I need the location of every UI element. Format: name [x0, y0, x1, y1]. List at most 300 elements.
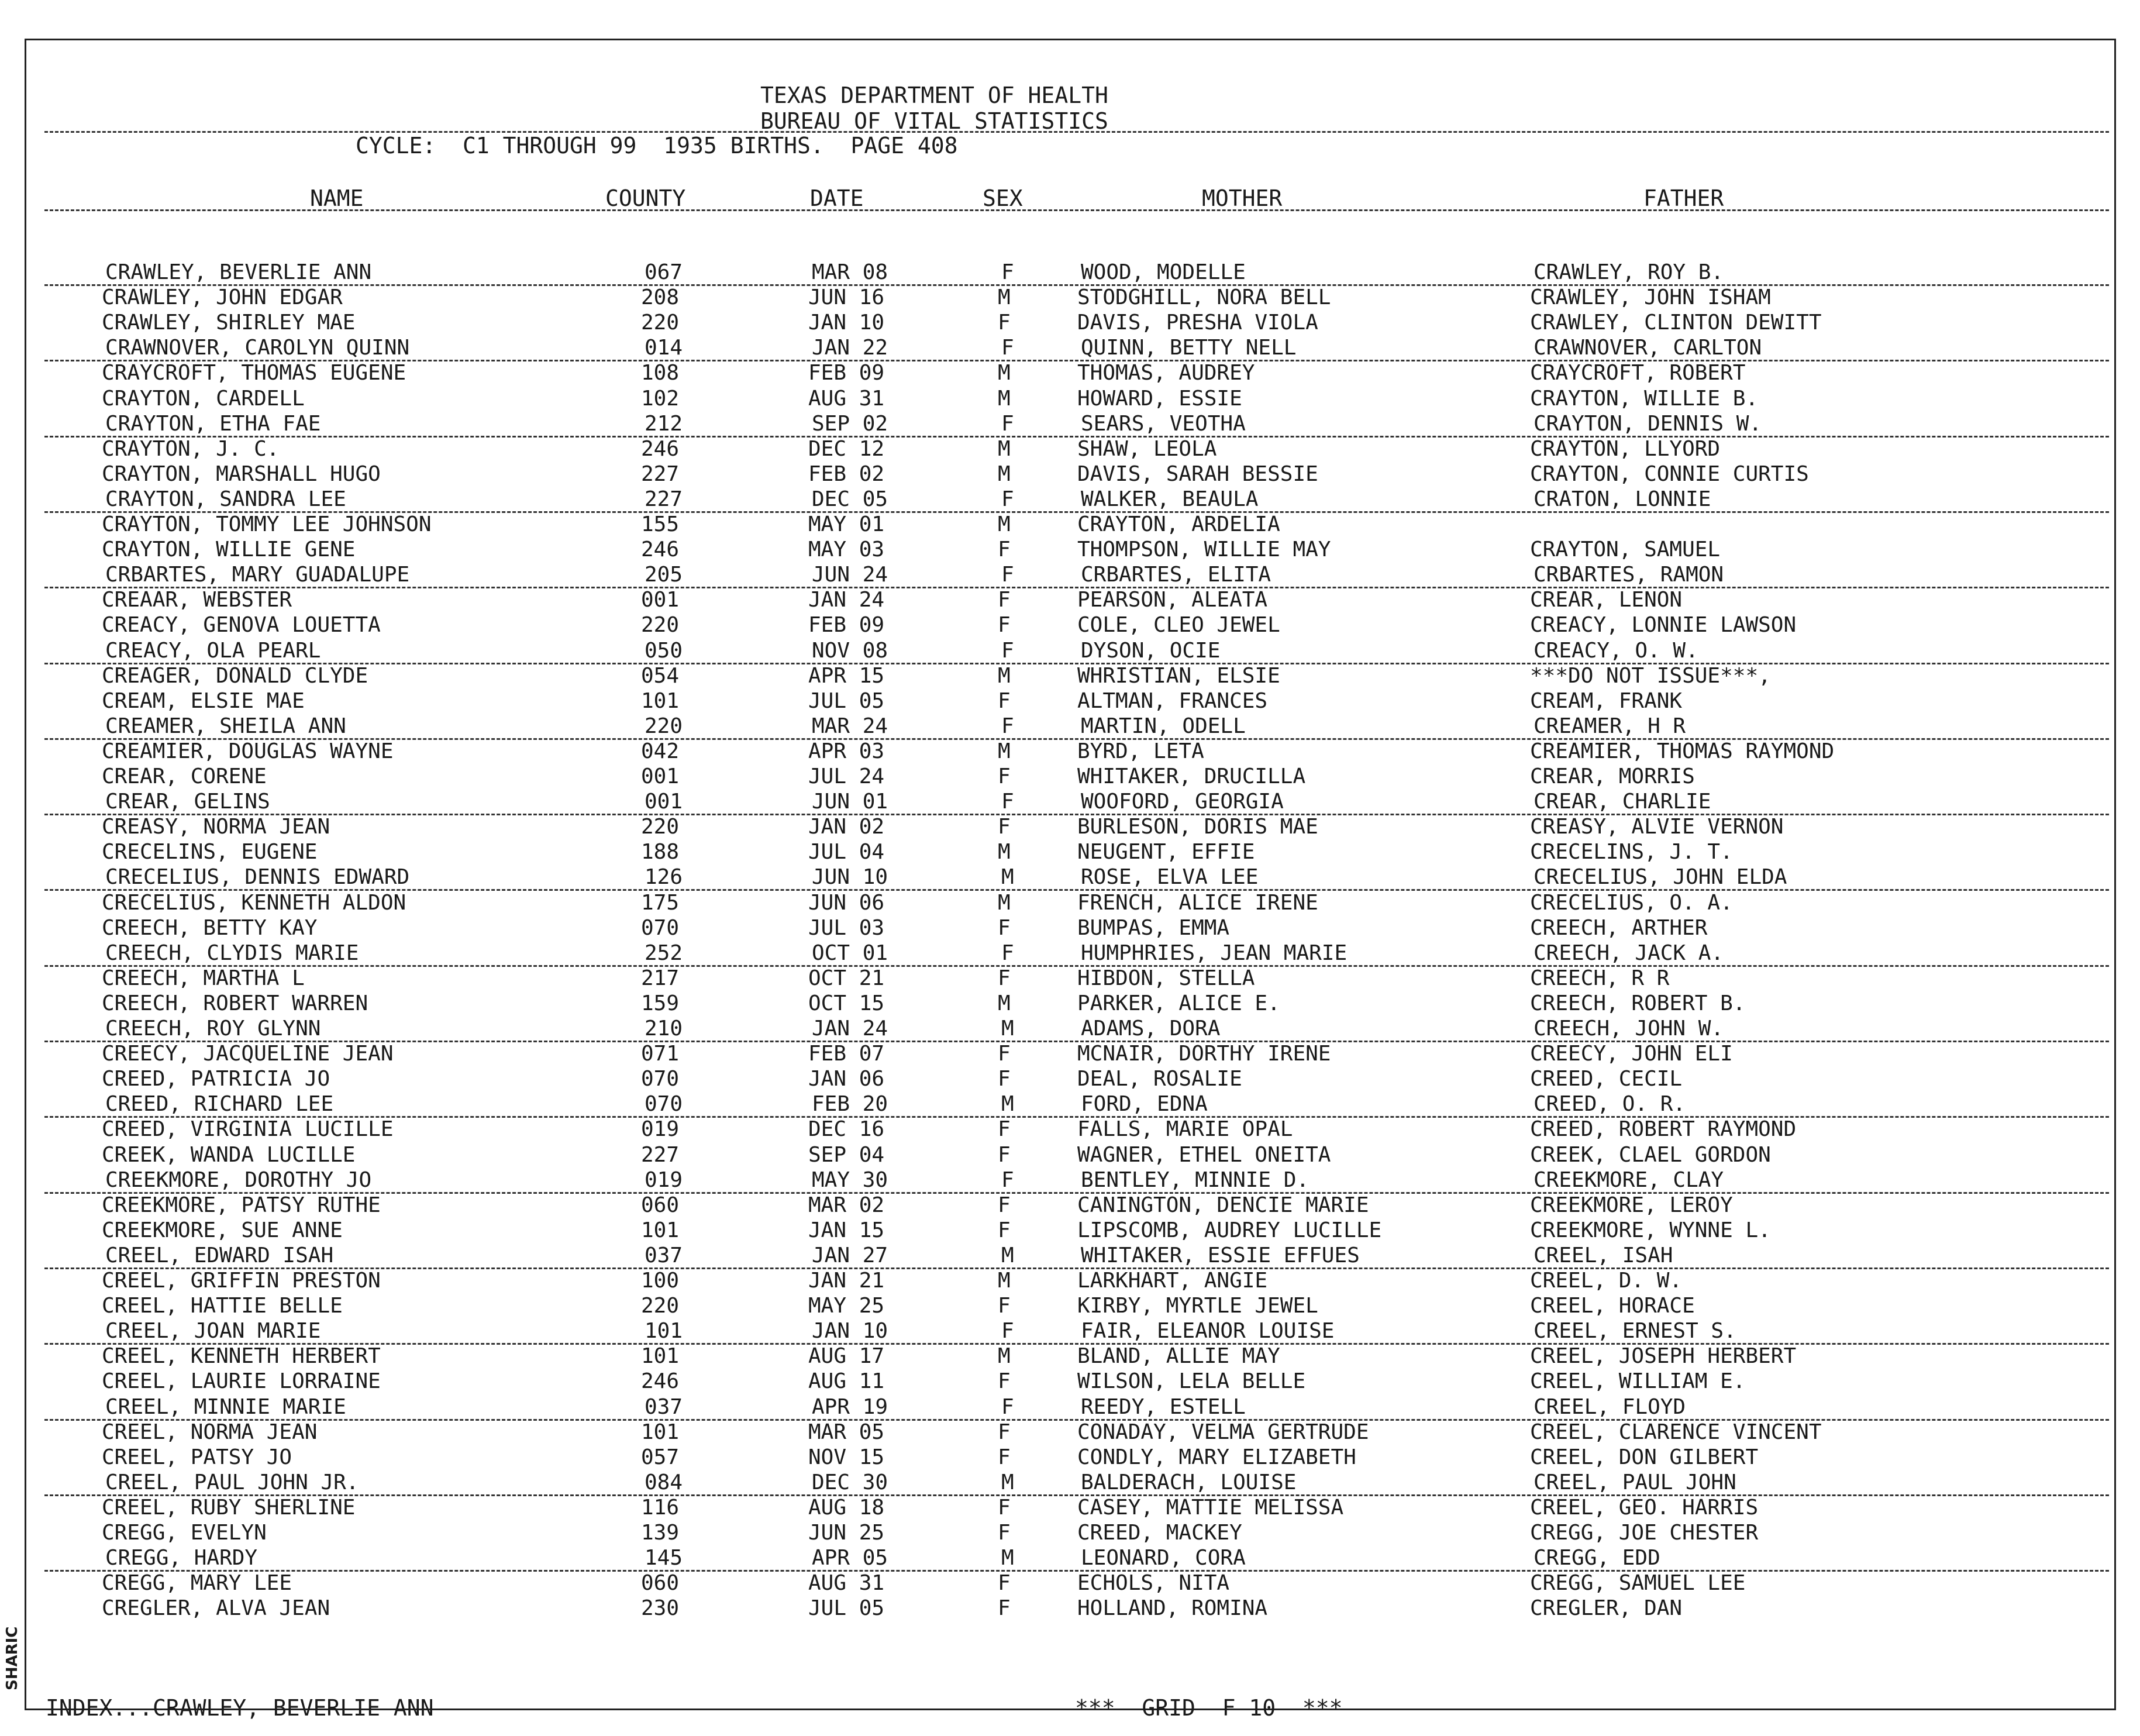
record-father: CRATON, LONNIE — [1534, 487, 1711, 511]
record-county: 070 — [645, 1092, 683, 1117]
record-county: 220 — [641, 613, 680, 638]
record-date: MAY 01 — [808, 512, 885, 536]
record-mother: BLAND, ALLIE MAY — [1077, 1344, 1280, 1369]
record-name: CREECH, BETTY KAY — [102, 915, 318, 940]
record-date: JAN 24 — [808, 588, 885, 612]
record-sex: F — [998, 815, 1011, 839]
record-mother: CONDLY, MARY ELIZABETH — [1077, 1445, 1356, 1469]
record-name: CRAYTON, WILLIE GENE — [102, 538, 356, 562]
record-mother: CRBARTES, ELITA — [1081, 563, 1271, 587]
record-date: JUL 05 — [808, 688, 885, 713]
record-mother: STODGHILL, NORA BELL — [1077, 285, 1331, 310]
record-name: CREEL, KENNETH HERBERT — [102, 1344, 381, 1369]
record-date: JUN 16 — [808, 285, 885, 310]
record-county: 101 — [641, 1344, 680, 1369]
record-sex: M — [998, 1269, 1011, 1293]
record-name: CRAYTON, TOMMY LEE JOHNSON — [102, 512, 432, 536]
record-sex: F — [998, 1067, 1011, 1091]
record-mother: WAGNER, ETHEL ONEITA — [1077, 1142, 1331, 1167]
record-father: CREEL, GEO. HARRIS — [1530, 1495, 1759, 1520]
record-county: 001 — [641, 764, 680, 788]
record-name: CRAYTON, SANDRA LEE — [105, 487, 346, 511]
record-mother: WOOFORD, GEORGIA — [1081, 790, 1284, 814]
record-father: CRAWNOVER, CARLTON — [1534, 336, 1762, 360]
row-group-divider — [44, 965, 2109, 967]
record-mother: WALKER, BEAULA — [1081, 487, 1259, 511]
record-date: JAN 24 — [812, 1017, 888, 1041]
record-date: JUL 05 — [808, 1596, 885, 1621]
column-header-sex: SEX — [983, 185, 1023, 211]
record-county: 175 — [641, 890, 680, 915]
record-county: 050 — [645, 638, 683, 663]
record-mother: THOMAS, AUDREY — [1077, 361, 1255, 385]
record-name: CREECY, JACQUELINE JEAN — [102, 1042, 394, 1066]
record-name: CREECH, ROY GLYNN — [105, 1017, 321, 1041]
record-county: 145 — [645, 1546, 683, 1570]
record-father: CREEL, ISAH — [1534, 1243, 1673, 1267]
record-sex: F — [998, 538, 1011, 562]
record-date: OCT 01 — [812, 941, 888, 965]
record-mother: LEONARD, CORA — [1081, 1546, 1246, 1570]
record-county: 220 — [645, 714, 683, 738]
record-name: CREEL, MINNIE MARIE — [105, 1394, 346, 1419]
record-date: APR 03 — [808, 739, 885, 763]
record-name: CREACY, GENOVA LOUETTA — [102, 613, 381, 638]
record-date: APR 05 — [812, 1546, 888, 1570]
record-name: CREEL, RUBY SHERLINE — [102, 1495, 356, 1520]
record-county: 101 — [641, 1420, 680, 1444]
record-father: CREAM, FRANK — [1530, 688, 1683, 713]
record-mother: SHAW, LEOLA — [1077, 436, 1217, 461]
record-father: CREECH, JACK A. — [1534, 941, 1724, 965]
record-county: 220 — [641, 1294, 680, 1318]
record-name: CREEKMORE, DOROTHY JO — [105, 1167, 372, 1192]
record-county: 227 — [641, 461, 680, 486]
record-name: CRBARTES, MARY GUADALUPE — [105, 563, 410, 587]
record-name: CRAYTON, J. C. — [102, 436, 280, 461]
record-name: CRAYCROFT, THOMAS EUGENE — [102, 361, 406, 385]
record-sex: F — [998, 1294, 1011, 1318]
record-mother: DEAL, ROSALIE — [1077, 1067, 1242, 1091]
record-name: CREEL, JOAN MARIE — [105, 1319, 321, 1344]
record-mother: NEUGENT, EFFIE — [1077, 840, 1255, 864]
record-county: 060 — [641, 1193, 680, 1217]
record-sex: M — [998, 512, 1011, 536]
record-father: CRAWLEY, ROY B. — [1534, 260, 1724, 284]
row-group-divider — [44, 1570, 2109, 1572]
record-mother: CASEY, MATTIE MELISSA — [1077, 1495, 1344, 1520]
record-county: 139 — [641, 1521, 680, 1545]
record-father: CREED, ROBERT RAYMOND — [1530, 1117, 1797, 1142]
record-father: CRAYTON, WILLIE B. — [1530, 386, 1759, 411]
record-name: CREED, PATRICIA JO — [102, 1067, 330, 1091]
grid-reference: *** GRID F 10 *** — [1075, 1695, 1343, 1721]
record-date: FEB 09 — [808, 361, 885, 385]
record-sex: F — [1001, 336, 1014, 360]
record-mother: WILSON, LELA BELLE — [1077, 1369, 1306, 1394]
record-father: CREAR, LENON — [1530, 588, 1683, 612]
record-sex: F — [998, 1571, 1011, 1596]
record-name: CREEKMORE, PATSY RUTHE — [102, 1193, 381, 1217]
record-mother: FAIR, ELEANOR LOUISE — [1081, 1319, 1335, 1344]
record-date: APR 19 — [812, 1394, 888, 1419]
record-sex: F — [1001, 260, 1014, 284]
record-mother: WHITAKER, ESSIE EFFUES — [1081, 1243, 1360, 1267]
record-mother: COLE, CLEO JEWEL — [1077, 613, 1280, 638]
record-sex: F — [998, 764, 1011, 788]
record-sex: M — [998, 739, 1011, 763]
record-date: JUL 03 — [808, 915, 885, 940]
record-mother: ROSE, ELVA LEE — [1081, 865, 1259, 890]
record-sex: F — [998, 1193, 1011, 1217]
record-name: CREGG, HARDY — [105, 1546, 258, 1570]
record-date: NOV 08 — [812, 638, 888, 663]
record-name: CREAMIER, DOUGLAS WAYNE — [102, 739, 394, 763]
record-sex: M — [998, 1344, 1011, 1369]
record-name: CRAYTON, MARSHALL HUGO — [102, 461, 381, 486]
record-mother: FALLS, MARIE OPAL — [1077, 1117, 1293, 1142]
record-name: CREEL, LAURIE LORRAINE — [102, 1369, 381, 1394]
record-county: 070 — [641, 915, 680, 940]
record-father: CREACY, O. W. — [1534, 638, 1698, 663]
record-father: CRECELIUS, O. A. — [1530, 890, 1733, 915]
record-date: MAY 30 — [812, 1167, 888, 1192]
record-mother: SEARS, VEOTHA — [1081, 411, 1246, 436]
record-mother: ECHOLS, NITA — [1077, 1571, 1230, 1596]
record-father: CRAWLEY, JOHN ISHAM — [1530, 285, 1771, 310]
record-county: 246 — [641, 436, 680, 461]
bureau-title: BUREAU OF VITAL STATISTICS — [760, 108, 1108, 134]
record-date: JUL 04 — [808, 840, 885, 864]
record-mother: PARKER, ALICE E. — [1077, 991, 1280, 1015]
record-sex: F — [998, 1596, 1011, 1621]
record-mother: MCNAIR, DORTHY IRENE — [1077, 1042, 1331, 1066]
record-father: CREEK, CLAEL GORDON — [1530, 1142, 1771, 1167]
record-date: JAN 10 — [812, 1319, 888, 1344]
record-date: MAY 03 — [808, 538, 885, 562]
record-sex: M — [998, 436, 1011, 461]
column-header-divider — [44, 209, 2109, 211]
record-county: 108 — [641, 361, 680, 385]
record-date: JUN 24 — [812, 563, 888, 587]
record-father: CRECELINS, J. T. — [1530, 840, 1733, 864]
record-sex: F — [998, 1495, 1011, 1520]
record-date: JAN 02 — [808, 815, 885, 839]
record-date: AUG 17 — [808, 1344, 885, 1369]
record-county: 126 — [645, 865, 683, 890]
record-father: CRAYTON, CONNIE CURTIS — [1530, 461, 1809, 486]
record-date: JAN 10 — [808, 311, 885, 335]
margin-code: SHARIC — [4, 1626, 21, 1690]
record-mother: ADAMS, DORA — [1081, 1017, 1221, 1041]
record-county: 227 — [641, 1142, 680, 1167]
record-county: 101 — [641, 688, 680, 713]
record-father: CREGG, SAMUEL LEE — [1530, 1571, 1746, 1596]
record-father: CRAYTON, LLYORD — [1530, 436, 1721, 461]
record-county: 057 — [641, 1445, 680, 1469]
record-date: JUN 10 — [812, 865, 888, 890]
record-county: 159 — [641, 991, 680, 1015]
record-county: 071 — [641, 1042, 680, 1066]
record-county: 230 — [641, 1596, 680, 1621]
record-date: JAN 15 — [808, 1218, 885, 1242]
record-date: DEC 30 — [812, 1470, 888, 1494]
record-father: CREEKMORE, CLAY — [1534, 1167, 1724, 1192]
record-father: CREEL, FLOYD — [1534, 1394, 1686, 1419]
record-sex: F — [1001, 941, 1014, 965]
record-father: CREEL, D. W. — [1530, 1269, 1683, 1293]
record-date: MAR 02 — [808, 1193, 885, 1217]
record-name: CRECELIUS, DENNIS EDWARD — [105, 865, 410, 890]
record-mother: ALTMAN, FRANCES — [1077, 688, 1268, 713]
record-name: CRECELINS, EUGENE — [102, 840, 318, 864]
record-county: 155 — [641, 512, 680, 536]
record-mother: WOOD, MODELLE — [1081, 260, 1246, 284]
record-sex: F — [998, 311, 1011, 335]
record-name: CREEL, NORMA JEAN — [102, 1420, 318, 1444]
record-sex: M — [998, 461, 1011, 486]
record-mother: CANINGTON, DENCIE MARIE — [1077, 1193, 1369, 1217]
record-father: CREGG, JOE CHESTER — [1530, 1521, 1759, 1545]
record-mother: BURLESON, DORIS MAE — [1077, 815, 1318, 839]
record-father: CREEL, DON GILBERT — [1530, 1445, 1759, 1469]
record-date: DEC 12 — [808, 436, 885, 461]
record-name: CREAGER, DONALD CLYDE — [102, 663, 368, 688]
record-sex: F — [1001, 638, 1014, 663]
index-label: INDEX...CRAWLEY, BEVERLIE ANN — [46, 1695, 434, 1721]
record-name: CREECH, MARTHA L — [102, 966, 305, 990]
record-sex: F — [998, 1142, 1011, 1167]
record-father: CRAYCROFT, ROBERT — [1530, 361, 1746, 385]
column-header-county: COUNTY — [605, 185, 686, 211]
record-father: CREEL, PAUL JOHN — [1534, 1470, 1736, 1494]
record-mother: KIRBY, MYRTLE JEWEL — [1077, 1294, 1318, 1318]
record-name: CREGG, MARY LEE — [102, 1571, 292, 1596]
record-sex: M — [998, 840, 1011, 864]
record-sex: M — [998, 663, 1011, 688]
record-father: CREEL, HORACE — [1530, 1294, 1695, 1318]
record-father: CREACY, LONNIE LAWSON — [1530, 613, 1797, 638]
record-county: 217 — [641, 966, 680, 990]
record-county: 205 — [645, 563, 683, 587]
record-date: JUL 24 — [808, 764, 885, 788]
record-date: SEP 04 — [808, 1142, 885, 1167]
record-father: CRAYTON, DENNIS W. — [1534, 411, 1762, 436]
record-county: 246 — [641, 1369, 680, 1394]
record-sex: M — [1001, 1546, 1014, 1570]
row-group-divider — [44, 284, 2109, 286]
record-sex: M — [1001, 1017, 1014, 1041]
record-county: 220 — [641, 815, 680, 839]
record-mother: DAVIS, PRESHA VIOLA — [1077, 311, 1318, 335]
record-name: CREAMER, SHEILA ANN — [105, 714, 346, 738]
record-name: CREEL, EDWARD ISAH — [105, 1243, 334, 1267]
record-date: MAR 05 — [808, 1420, 885, 1444]
record-father: CREECH, ROBERT B. — [1530, 991, 1746, 1015]
row-group-divider — [44, 814, 2109, 815]
record-name: CREAAR, WEBSTER — [102, 588, 292, 612]
record-mother: DYSON, OCIE — [1081, 638, 1221, 663]
record-county: 084 — [645, 1470, 683, 1494]
record-sex: F — [1001, 1167, 1014, 1192]
record-county: 054 — [641, 663, 680, 688]
record-date: JUN 25 — [808, 1521, 885, 1545]
record-mother: CRAYTON, ARDELIA — [1077, 512, 1280, 536]
record-mother: MARTIN, ODELL — [1081, 714, 1246, 738]
record-name: CREEL, GRIFFIN PRESTON — [102, 1269, 381, 1293]
record-father: CREAMIER, THOMAS RAYMOND — [1530, 739, 1835, 763]
record-date: MAR 08 — [812, 260, 888, 284]
column-header-date: DATE — [810, 185, 864, 211]
record-date: JAN 22 — [812, 336, 888, 360]
record-name: CREECH, CLYDIS MARIE — [105, 941, 359, 965]
record-county: 001 — [645, 790, 683, 814]
record-county: 060 — [641, 1571, 680, 1596]
header-divider — [44, 131, 2109, 133]
record-sex: M — [998, 890, 1011, 915]
record-county: 037 — [645, 1394, 683, 1419]
record-sex: M — [998, 361, 1011, 385]
record-date: FEB 20 — [812, 1092, 888, 1117]
record-date: MAY 25 — [808, 1294, 885, 1318]
record-father: CREECH, JOHN W. — [1534, 1017, 1724, 1041]
record-name: CREASY, NORMA JEAN — [102, 815, 330, 839]
column-header-name: NAME — [310, 185, 364, 211]
record-father: CRECELIUS, JOHN ELDA — [1534, 865, 1787, 890]
record-father: CREECY, JOHN ELI — [1530, 1042, 1733, 1066]
record-county: 019 — [645, 1167, 683, 1192]
department-title: TEXAS DEPARTMENT OF HEALTH — [760, 82, 1108, 108]
record-mother: REEDY, ESTELL — [1081, 1394, 1246, 1419]
record-name: CREED, VIRGINIA LUCILLE — [102, 1117, 394, 1142]
record-mother: BUMPAS, EMMA — [1077, 915, 1230, 940]
record-mother: CREED, MACKEY — [1077, 1521, 1242, 1545]
record-father: CREECH, ARTHER — [1530, 915, 1708, 940]
record-father: CREEKMORE, LEROY — [1530, 1193, 1733, 1217]
record-sex: M — [1001, 1243, 1014, 1267]
record-father: CREED, O. R. — [1534, 1092, 1686, 1117]
record-county: 014 — [645, 336, 683, 360]
record-date: MAR 24 — [812, 714, 888, 738]
record-sex: F — [998, 1521, 1011, 1545]
record-father: CREECH, R R — [1530, 966, 1670, 990]
record-mother: LARKHART, ANGIE — [1077, 1269, 1268, 1293]
record-date: NOV 15 — [808, 1445, 885, 1469]
record-name: CREGLER, ALVA JEAN — [102, 1596, 330, 1621]
record-name: CREAR, CORENE — [102, 764, 267, 788]
record-mother: BYRD, LETA — [1077, 739, 1204, 763]
record-name: CREEL, PATSY JO — [102, 1445, 292, 1469]
record-county: 019 — [641, 1117, 680, 1142]
record-father: CRAYTON, SAMUEL — [1530, 538, 1721, 562]
record-sex: F — [998, 613, 1011, 638]
record-name: CRAWLEY, JOHN EDGAR — [102, 285, 343, 310]
record-date: AUG 31 — [808, 386, 885, 411]
record-county: 100 — [641, 1269, 680, 1293]
record-date: JAN 27 — [812, 1243, 888, 1267]
record-date: DEC 05 — [812, 487, 888, 511]
record-father: CREEL, WILLIAM E. — [1530, 1369, 1746, 1394]
record-name: CRAWLEY, SHIRLEY MAE — [102, 311, 356, 335]
record-mother: LIPSCOMB, AUDREY LUCILLE — [1077, 1218, 1382, 1242]
record-mother: FRENCH, ALICE IRENE — [1077, 890, 1318, 915]
record-name: CREEKMORE, SUE ANNE — [102, 1218, 343, 1242]
record-date: FEB 09 — [808, 613, 885, 638]
record-father: CREAR, MORRIS — [1530, 764, 1695, 788]
record-name: CREACY, OLA PEARL — [105, 638, 321, 663]
record-county: 042 — [641, 739, 680, 763]
record-sex: M — [998, 991, 1011, 1015]
record-name: CREGG, EVELYN — [102, 1521, 267, 1545]
record-date: JAN 21 — [808, 1269, 885, 1293]
record-county: 246 — [641, 538, 680, 562]
record-sex: F — [1001, 411, 1014, 436]
record-mother: DAVIS, SARAH BESSIE — [1077, 461, 1318, 486]
record-date: AUG 11 — [808, 1369, 885, 1394]
record-name: CREEK, WANDA LUCILLE — [102, 1142, 356, 1167]
record-date: OCT 21 — [808, 966, 885, 990]
record-sex: M — [1001, 1470, 1014, 1494]
record-sex: F — [998, 1218, 1011, 1242]
record-mother: CONADAY, VELMA GERTRUDE — [1077, 1420, 1369, 1444]
record-father: CREEKMORE, WYNNE L. — [1530, 1218, 1771, 1242]
record-mother: HOLLAND, ROMINA — [1077, 1596, 1268, 1621]
record-name: CREEL, PAUL JOHN JR. — [105, 1470, 359, 1494]
record-name: CREECH, ROBERT WARREN — [102, 991, 368, 1015]
record-father: CRBARTES, RAMON — [1534, 563, 1724, 587]
record-name: CRECELIUS, KENNETH ALDON — [102, 890, 406, 915]
record-county: 227 — [645, 487, 683, 511]
record-name: CRAYTON, CARDELL — [102, 386, 305, 411]
record-county: 001 — [641, 588, 680, 612]
record-date: DEC 16 — [808, 1117, 885, 1142]
record-date: JUN 06 — [808, 890, 885, 915]
record-sex: M — [998, 386, 1011, 411]
record-sex: F — [998, 1369, 1011, 1394]
record-county: 101 — [645, 1319, 683, 1344]
record-sex: M — [1001, 865, 1014, 890]
record-sex: M — [998, 285, 1011, 310]
record-mother: HOWARD, ESSIE — [1077, 386, 1242, 411]
record-date: FEB 07 — [808, 1042, 885, 1066]
record-father: CREEL, CLARENCE VINCENT — [1530, 1420, 1822, 1444]
record-date: AUG 18 — [808, 1495, 885, 1520]
row-group-divider — [44, 587, 2109, 588]
record-father: CREEL, JOSEPH HERBERT — [1530, 1344, 1797, 1369]
record-sex: F — [1001, 714, 1014, 738]
record-mother: HIBDON, STELLA — [1077, 966, 1255, 990]
record-mother: THOMPSON, WILLIE MAY — [1077, 538, 1331, 562]
record-sex: F — [998, 1420, 1011, 1444]
record-mother: BENTLEY, MINNIE D. — [1081, 1167, 1309, 1192]
record-mother: QUINN, BETTY NELL — [1081, 336, 1297, 360]
record-sex: F — [998, 1042, 1011, 1066]
record-date: JAN 06 — [808, 1067, 885, 1091]
record-mother: FORD, EDNA — [1081, 1092, 1208, 1117]
record-name: CRAWLEY, BEVERLIE ANN — [105, 260, 372, 284]
record-date: APR 15 — [808, 663, 885, 688]
record-father: CREEL, ERNEST S. — [1534, 1319, 1736, 1344]
record-father: CREGG, EDD — [1534, 1546, 1660, 1570]
record-county: 212 — [645, 411, 683, 436]
record-date: JUN 01 — [812, 790, 888, 814]
record-sex: F — [998, 588, 1011, 612]
record-father: CREASY, ALVIE VERNON — [1530, 815, 1784, 839]
record-name: CREEL, HATTIE BELLE — [102, 1294, 343, 1318]
record-sex: F — [1001, 1394, 1014, 1419]
record-county: 067 — [645, 260, 683, 284]
record-sex: F — [998, 1117, 1011, 1142]
